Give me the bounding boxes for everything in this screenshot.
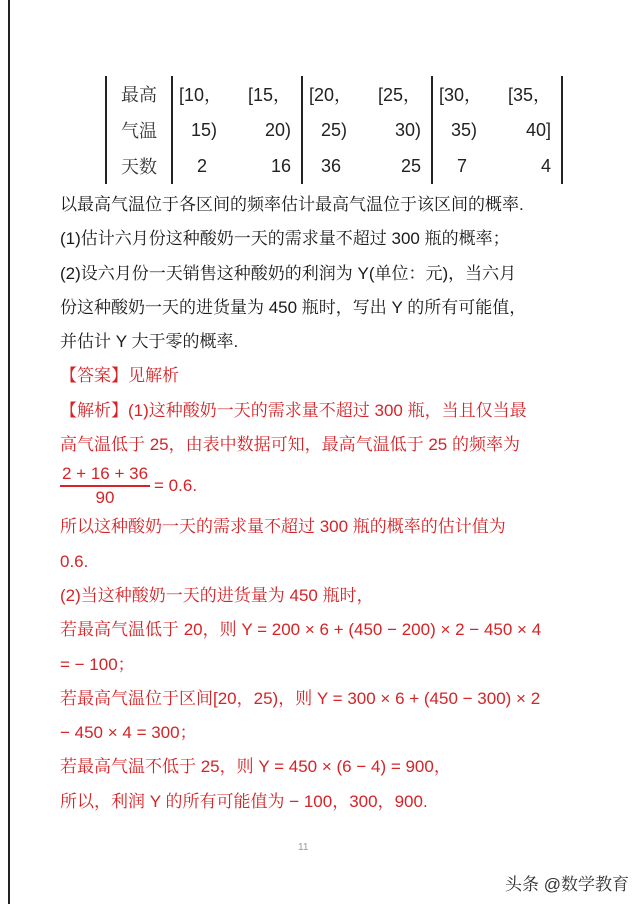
solution-line: − 450 × 4 = 300； bbox=[60, 723, 197, 743]
cell: [35， bbox=[499, 76, 562, 112]
solution-line: 0.6. bbox=[60, 551, 89, 571]
cell: 36 bbox=[302, 148, 369, 184]
cell: [30， bbox=[432, 76, 499, 112]
answer-line: 【答案】见解析 bbox=[60, 366, 179, 386]
cell: 35) bbox=[432, 112, 499, 148]
cell: 7 bbox=[432, 148, 499, 184]
solution-line: 高气温低于 25，由表中数据可知，最高气温低于 25 的频率为 bbox=[60, 435, 520, 455]
solution-line: 若最高气温位于区间[20，25)，则 Y = 300 × 6 + (450 − 300) × 2 bbox=[60, 688, 541, 708]
page-number: 11 bbox=[298, 842, 309, 853]
cell: 30) bbox=[394, 119, 421, 140]
watermark: 头条 @数学教育 bbox=[505, 875, 629, 894]
solution-line: = − 100； bbox=[60, 654, 135, 674]
page-left-border bbox=[8, 0, 10, 904]
question-line: (2)设六月份一天销售这种酸奶的利润为 Y(单位：元)，当六月 bbox=[60, 263, 517, 283]
solution-line: 若最高气温低于 20，则 Y = 200 × 6 + (450 − 200) × 2 − 450 × 4 bbox=[60, 620, 542, 640]
solution-line: 所以，利润 Y 的所有可能值为 − 100，300，900. bbox=[60, 791, 428, 811]
question-line: 以最高气温位于各区间的频率估计最高气温位于该区间的概率. bbox=[60, 195, 524, 214]
fraction-result: = 0.6. bbox=[154, 476, 198, 496]
cell: [10， bbox=[172, 76, 239, 112]
solution-line: 【解析】(1)这种酸奶一天的需求量不超过 300 瓶，当且仅当最 bbox=[60, 400, 527, 420]
cell: [15， bbox=[247, 85, 291, 105]
row-header: 最高 bbox=[106, 76, 172, 112]
cell: [25， bbox=[377, 85, 421, 105]
solution-line: 若最高气温不低于 25，则 Y = 450 × (6 − 4) = 900， bbox=[60, 757, 451, 777]
row-header: 气温 bbox=[106, 112, 172, 148]
question-line: (1)估计六月份这种酸奶一天的需求量不超过 300 瓶的概率； bbox=[60, 229, 510, 249]
fraction-denominator: 90 bbox=[95, 488, 115, 508]
row-header: 天数 bbox=[106, 148, 172, 184]
cell: 2 bbox=[172, 148, 239, 184]
solution-line: (2)当这种酸奶一天的进货量为 450 瓶时， bbox=[60, 585, 374, 605]
cell: 25 bbox=[400, 155, 421, 176]
cell: 20) bbox=[264, 119, 291, 140]
cell: 15) bbox=[172, 112, 239, 148]
cell: 40] bbox=[499, 112, 562, 148]
fraction-expression bbox=[60, 462, 620, 510]
question-line: 并估计 Y 大于零的概率. bbox=[60, 332, 239, 352]
document-body bbox=[60, 188, 620, 819]
cell: 25) bbox=[302, 112, 369, 148]
cell: 4 bbox=[499, 148, 562, 184]
cell: [20， bbox=[302, 76, 369, 112]
temperature-table bbox=[105, 76, 563, 184]
question-line: 份这种酸奶一天的进货量为 450 瓶时，写出 Y 的所有可能值， bbox=[60, 297, 527, 317]
cell: 16 bbox=[270, 155, 291, 176]
fraction-numerator: 2 + 16 + 36 bbox=[60, 463, 150, 487]
solution-line: 所以这种酸奶一天的需求量不超过 300 瓶的概率的估计值为 bbox=[60, 517, 506, 537]
